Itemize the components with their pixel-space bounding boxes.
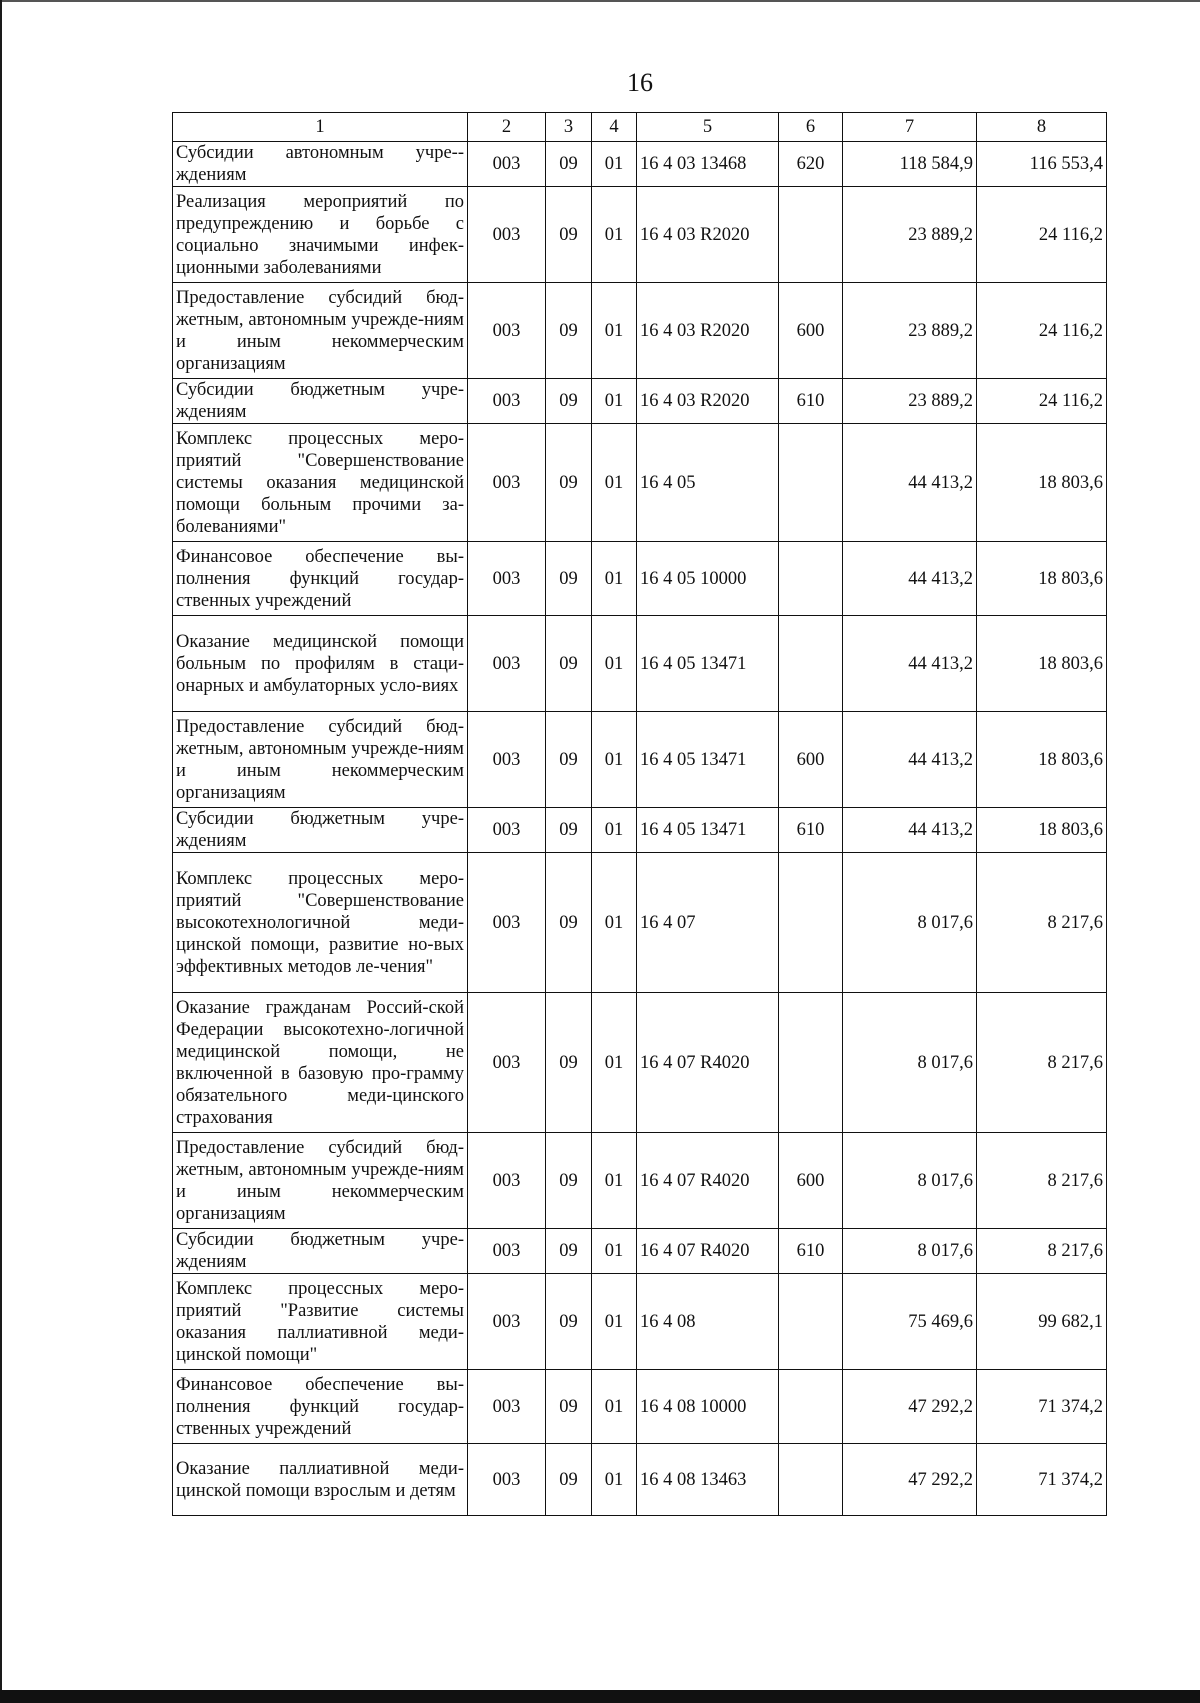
subsection-code-cell: 01 (592, 1274, 637, 1370)
scan-edge-left (0, 0, 2, 1703)
subsection-code-cell: 01 (592, 379, 637, 424)
expense-type-cell (779, 993, 843, 1133)
ministry-code-cell: 003 (468, 1370, 546, 1444)
subsection-code-cell: 01 (592, 712, 637, 808)
amount-year2-cell: 8 217,6 (977, 853, 1107, 993)
row-name-cell: Оказание гражданам Россий-ской Федерации высокотехно-логичной медицинской помощи, не включенной в базовую про-грамму обязательного меди-цинского страхования (173, 993, 468, 1133)
expense-type-cell: 600 (779, 283, 843, 379)
amount-year1-cell: 44 413,2 (843, 542, 977, 616)
subsection-code-cell: 01 (592, 424, 637, 542)
table-row (173, 379, 1107, 424)
budget-table (172, 112, 1107, 1516)
ministry-code-cell: 003 (468, 1444, 546, 1516)
ministry-code-cell: 003 (468, 853, 546, 993)
header-cell: 5 (637, 113, 779, 142)
table-row (173, 808, 1107, 853)
row-name-cell: Комплекс процессных меро-приятий "Совершенствование системы оказания медицинской помощи больным прочими за-болеваниями" (173, 424, 468, 542)
amount-year2-cell: 18 803,6 (977, 808, 1107, 853)
amount-year2-cell: 24 116,2 (977, 379, 1107, 424)
expense-type-cell (779, 187, 843, 283)
amount-year1-cell: 44 413,2 (843, 712, 977, 808)
table-row (173, 142, 1107, 187)
section-code-cell: 09 (546, 142, 592, 187)
row-name-cell: Субсидии бюджетным учре-ждениям (173, 808, 468, 853)
ministry-code-cell: 003 (468, 993, 546, 1133)
section-code-cell: 09 (546, 712, 592, 808)
row-name-cell: Предоставление субсидий бюд-жетным, автономным учрежде-ниям и иным некоммерческим организациям (173, 712, 468, 808)
table-row (173, 1370, 1107, 1444)
ministry-code-cell: 003 (468, 542, 546, 616)
table-row (173, 993, 1107, 1133)
section-code-cell: 09 (546, 1370, 592, 1444)
section-code-cell: 09 (546, 283, 592, 379)
target-article-cell: 16 4 03 R2020 (637, 187, 779, 283)
subsection-code-cell: 01 (592, 1444, 637, 1516)
table-row (173, 1274, 1107, 1370)
table-row (173, 542, 1107, 616)
amount-year2-cell: 99 682,1 (977, 1274, 1107, 1370)
ministry-code-cell: 003 (468, 712, 546, 808)
amount-year1-cell: 23 889,2 (843, 187, 977, 283)
table-row (173, 616, 1107, 712)
table-header-row (173, 113, 1107, 142)
row-name-cell: Финансовое обеспечение вы-полнения функций государ-ственных учреждений (173, 542, 468, 616)
ministry-code-cell: 003 (468, 1133, 546, 1229)
subsection-code-cell: 01 (592, 853, 637, 993)
amount-year1-cell: 8 017,6 (843, 1229, 977, 1274)
header-cell: 4 (592, 113, 637, 142)
section-code-cell: 09 (546, 993, 592, 1133)
amount-year2-cell: 24 116,2 (977, 187, 1107, 283)
subsection-code-cell: 01 (592, 1229, 637, 1274)
expense-type-cell: 600 (779, 712, 843, 808)
subsection-code-cell: 01 (592, 993, 637, 1133)
target-article-cell: 16 4 05 (637, 424, 779, 542)
amount-year1-cell: 44 413,2 (843, 808, 977, 853)
target-article-cell: 16 4 05 13471 (637, 808, 779, 853)
section-code-cell: 09 (546, 1444, 592, 1516)
subsection-code-cell: 01 (592, 187, 637, 283)
ministry-code-cell: 003 (468, 283, 546, 379)
amount-year2-cell: 71 374,2 (977, 1444, 1107, 1516)
section-code-cell: 09 (546, 379, 592, 424)
expense-type-cell: 610 (779, 379, 843, 424)
subsection-code-cell: 01 (592, 1133, 637, 1229)
header-cell: 8 (977, 113, 1107, 142)
target-article-cell: 16 4 07 R4020 (637, 1229, 779, 1274)
row-name-cell: Оказание паллиативной меди-цинской помощи взрослым и детям (173, 1444, 468, 1516)
row-name-cell: Реализация мероприятий по предупреждению и борьбе с социально значимыми инфек-ционными заболеваниями (173, 187, 468, 283)
section-code-cell: 09 (546, 853, 592, 993)
amount-year2-cell: 18 803,6 (977, 542, 1107, 616)
amount-year2-cell: 24 116,2 (977, 283, 1107, 379)
row-name-cell: Финансовое обеспечение вы-полнения функций государ-ственных учреждений (173, 1370, 468, 1444)
amount-year2-cell: 8 217,6 (977, 1229, 1107, 1274)
subsection-code-cell: 01 (592, 542, 637, 616)
expense-type-cell (779, 853, 843, 993)
header-cell: 7 (843, 113, 977, 142)
amount-year2-cell: 116 553,4 (977, 142, 1107, 187)
ministry-code-cell: 003 (468, 616, 546, 712)
table-row (173, 1444, 1107, 1516)
header-cell: 1 (173, 113, 468, 142)
row-name-cell: Предоставление субсидий бюд-жетным, автономным учрежде-ниям и иным некоммерческим организациям (173, 283, 468, 379)
section-code-cell: 09 (546, 542, 592, 616)
row-name-cell: Комплекс процессных меро-приятий "Совершенствование высокотехнологичной меди-цинской помощи, развитие но-вых эффективных методов ле-чения" (173, 853, 468, 993)
expense-type-cell (779, 1370, 843, 1444)
amount-year2-cell: 71 374,2 (977, 1370, 1107, 1444)
expense-type-cell (779, 1274, 843, 1370)
amount-year1-cell: 44 413,2 (843, 616, 977, 712)
expense-type-cell: 600 (779, 1133, 843, 1229)
table-body (173, 113, 1107, 1516)
expense-type-cell (779, 616, 843, 712)
table-row (173, 712, 1107, 808)
subsection-code-cell: 01 (592, 808, 637, 853)
row-name-cell: Комплекс процессных меро-приятий "Развитие системы оказания паллиативной меди-цинской помощи" (173, 1274, 468, 1370)
section-code-cell: 09 (546, 187, 592, 283)
amount-year1-cell: 47 292,2 (843, 1370, 977, 1444)
amount-year1-cell: 47 292,2 (843, 1444, 977, 1516)
expense-type-cell: 610 (779, 808, 843, 853)
target-article-cell: 16 4 08 (637, 1274, 779, 1370)
amount-year1-cell: 8 017,6 (843, 993, 977, 1133)
amount-year2-cell: 18 803,6 (977, 712, 1107, 808)
target-article-cell: 16 4 07 (637, 853, 779, 993)
header-cell: 6 (779, 113, 843, 142)
section-code-cell: 09 (546, 1274, 592, 1370)
scan-edge-top (0, 0, 1200, 2)
expense-type-cell: 620 (779, 142, 843, 187)
ministry-code-cell: 003 (468, 142, 546, 187)
ministry-code-cell: 003 (468, 379, 546, 424)
ministry-code-cell: 003 (468, 808, 546, 853)
amount-year2-cell: 18 803,6 (977, 424, 1107, 542)
row-name-cell: Оказание медицинской помощи больным по профилям в стаци-онарных и амбулаторных усло-виях (173, 616, 468, 712)
subsection-code-cell: 01 (592, 1370, 637, 1444)
amount-year1-cell: 23 889,2 (843, 379, 977, 424)
amount-year1-cell: 8 017,6 (843, 853, 977, 993)
section-code-cell: 09 (546, 1229, 592, 1274)
target-article-cell: 16 4 05 13471 (637, 712, 779, 808)
target-article-cell: 16 4 03 R2020 (637, 283, 779, 379)
target-article-cell: 16 4 03 R2020 (637, 379, 779, 424)
table-row (173, 1133, 1107, 1229)
table-row (173, 283, 1107, 379)
section-code-cell: 09 (546, 424, 592, 542)
amount-year1-cell: 44 413,2 (843, 424, 977, 542)
subsection-code-cell: 01 (592, 283, 637, 379)
table-row (173, 187, 1107, 283)
target-article-cell: 16 4 08 13463 (637, 1444, 779, 1516)
amount-year1-cell: 118 584,9 (843, 142, 977, 187)
header-cell: 2 (468, 113, 546, 142)
section-code-cell: 09 (546, 808, 592, 853)
row-name-cell: Субсидии бюджетным учре-ждениям (173, 379, 468, 424)
ministry-code-cell: 003 (468, 1229, 546, 1274)
row-name-cell: Субсидии бюджетным учре-ждениям (173, 1229, 468, 1274)
amount-year2-cell: 8 217,6 (977, 993, 1107, 1133)
table-row (173, 853, 1107, 993)
amount-year2-cell: 8 217,6 (977, 1133, 1107, 1229)
amount-year1-cell: 75 469,6 (843, 1274, 977, 1370)
expense-type-cell: 610 (779, 1229, 843, 1274)
amount-year1-cell: 8 017,6 (843, 1133, 977, 1229)
page-number: 16 (627, 68, 653, 97)
ministry-code-cell: 003 (468, 424, 546, 542)
ministry-code-cell: 003 (468, 1274, 546, 1370)
table-row (173, 1229, 1107, 1274)
subsection-code-cell: 01 (592, 142, 637, 187)
subsection-code-cell: 01 (592, 616, 637, 712)
expense-type-cell (779, 1444, 843, 1516)
amount-year2-cell: 18 803,6 (977, 616, 1107, 712)
target-article-cell: 16 4 05 10000 (637, 542, 779, 616)
section-code-cell: 09 (546, 1133, 592, 1229)
target-article-cell: 16 4 07 R4020 (637, 1133, 779, 1229)
header-cell: 3 (546, 113, 592, 142)
scan-edge-bottom (0, 1690, 1200, 1703)
row-name-cell: Предоставление субсидий бюд-жетным, автономным учрежде-ниям и иным некоммерческим организациям (173, 1133, 468, 1229)
amount-year1-cell: 23 889,2 (843, 283, 977, 379)
expense-type-cell (779, 424, 843, 542)
target-article-cell: 16 4 07 R4020 (637, 993, 779, 1133)
section-code-cell: 09 (546, 616, 592, 712)
ministry-code-cell: 003 (468, 187, 546, 283)
target-article-cell: 16 4 08 10000 (637, 1370, 779, 1444)
target-article-cell: 16 4 03 13468 (637, 142, 779, 187)
row-name-cell: Субсидии автономным учре-ждениям (173, 142, 468, 187)
expense-type-cell (779, 542, 843, 616)
table-row (173, 424, 1107, 542)
target-article-cell: 16 4 05 13471 (637, 616, 779, 712)
